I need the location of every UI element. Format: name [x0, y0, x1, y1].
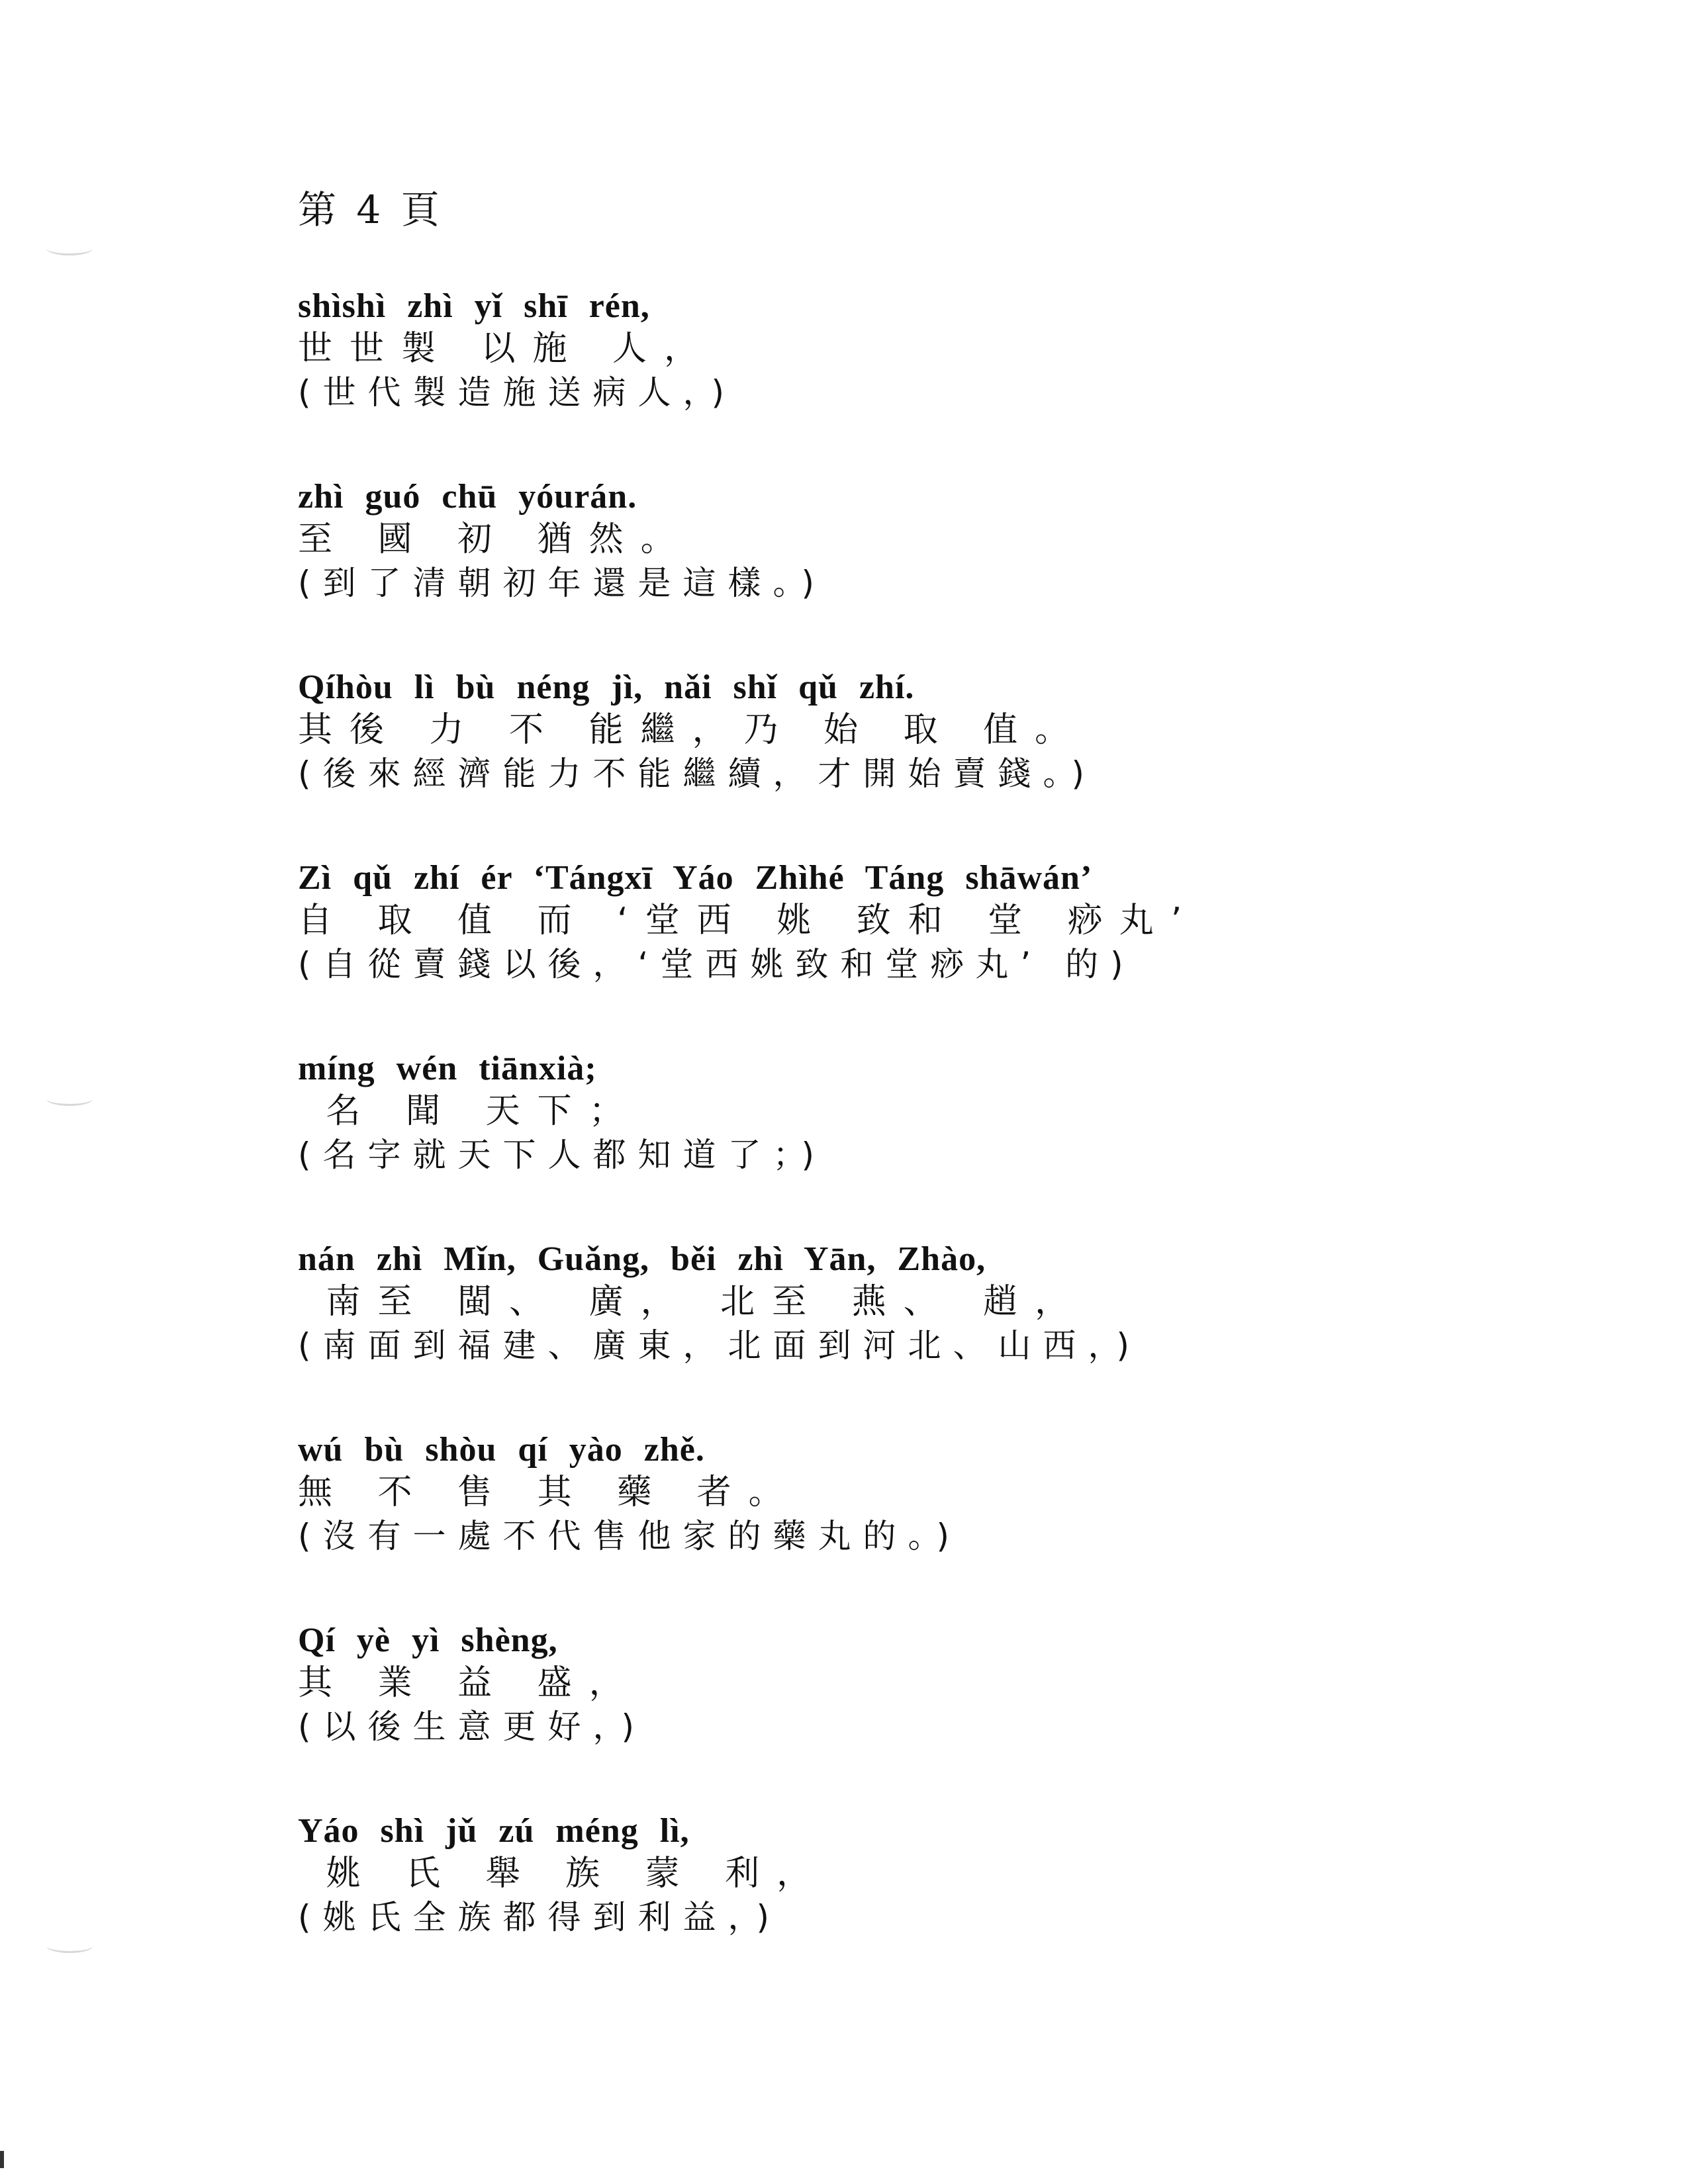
gloss-line: (自從賣錢以後，‘堂西姚致和堂痧丸’ 的) — [298, 945, 1135, 983]
verse-7 — [298, 1415, 1489, 1558]
pinyin-line: Qí yè yì shèng, — [298, 1621, 558, 1659]
pinyin-line: wú bù shòu qí yào zhě. — [298, 1431, 705, 1469]
hanzi-line: 自 取 值 而 ‘堂西 姚 致和 堂 痧丸’ — [298, 901, 1199, 940]
hanzi-line: 其後 力 不 能繼，乃 始 取 值。 — [298, 710, 1087, 750]
pinyin-line: Yáo shì jǔ zú méng lì, — [298, 1812, 690, 1850]
hanzi-line: 南至 閩、 廣， 北至 燕、 趙， — [298, 1282, 1087, 1322]
binder-hole-mark — [46, 242, 93, 255]
hanzi-line: 名 聞 天下； — [298, 1091, 641, 1131]
verse-3 — [298, 653, 1489, 796]
hanzi-line: 世世製 以施 人， — [298, 329, 716, 369]
hanzi-line: 無 不 售 其 藥 者。 — [298, 1473, 800, 1512]
verse-1 — [298, 271, 1489, 414]
verse-list — [298, 271, 1489, 1987]
gloss-line: (姚氏全族都得到利益，) — [298, 1898, 782, 1936]
binder-hole-mark — [46, 1092, 93, 1106]
hanzi-line: 姚 氏 舉 族 蒙 利， — [298, 1854, 829, 1893]
scan-edge-mark — [0, 2151, 4, 2168]
verse-5 — [298, 1034, 1489, 1177]
verse-8 — [298, 1606, 1489, 1749]
verse-2 — [298, 462, 1489, 605]
verse-9 — [298, 1796, 1489, 1939]
pinyin-line: nán zhì Mǐn, Guǎng, běi zhì Yān, Zhào, — [298, 1240, 986, 1278]
gloss-line: (世代製造施送病人，) — [298, 373, 737, 412]
gloss-line: (以後生意更好，) — [298, 1707, 647, 1746]
gloss-line: (名字就天下人都知道了；) — [298, 1136, 827, 1174]
gloss-line: (沒有一處不代售他家的藥丸的。) — [298, 1517, 962, 1555]
gloss-line: (南面到福建、廣東，北面到河北、山西，) — [298, 1326, 1142, 1365]
hanzi-line: 至 國 初 猶然。 — [298, 520, 692, 559]
hanzi-line: 其 業 益 盛， — [298, 1663, 641, 1703]
binder-hole-mark — [46, 1939, 93, 1953]
gloss-line: (後來經濟能力不能繼續，才開始賣錢。) — [298, 754, 1097, 793]
pinyin-line: míng wén tiānxià; — [298, 1050, 597, 1087]
pinyin-line: shìshì zhì yǐ shī rén, — [298, 287, 650, 325]
pinyin-line: Zì qǔ zhí ér ‘Tángxī Yáo Zhìhé Táng shāwán’ — [298, 859, 1093, 897]
pinyin-line: Qíhòu lì bù néng jì, nǎi shǐ qǔ zhí. — [298, 668, 915, 706]
gloss-line: (到了清朝初年還是這樣。) — [298, 564, 827, 602]
page-header: 第 4 頁 — [298, 187, 444, 232]
verse-4 — [298, 843, 1489, 986]
verse-6 — [298, 1224, 1489, 1367]
pinyin-line: zhì guó chū yóurán. — [298, 478, 637, 516]
